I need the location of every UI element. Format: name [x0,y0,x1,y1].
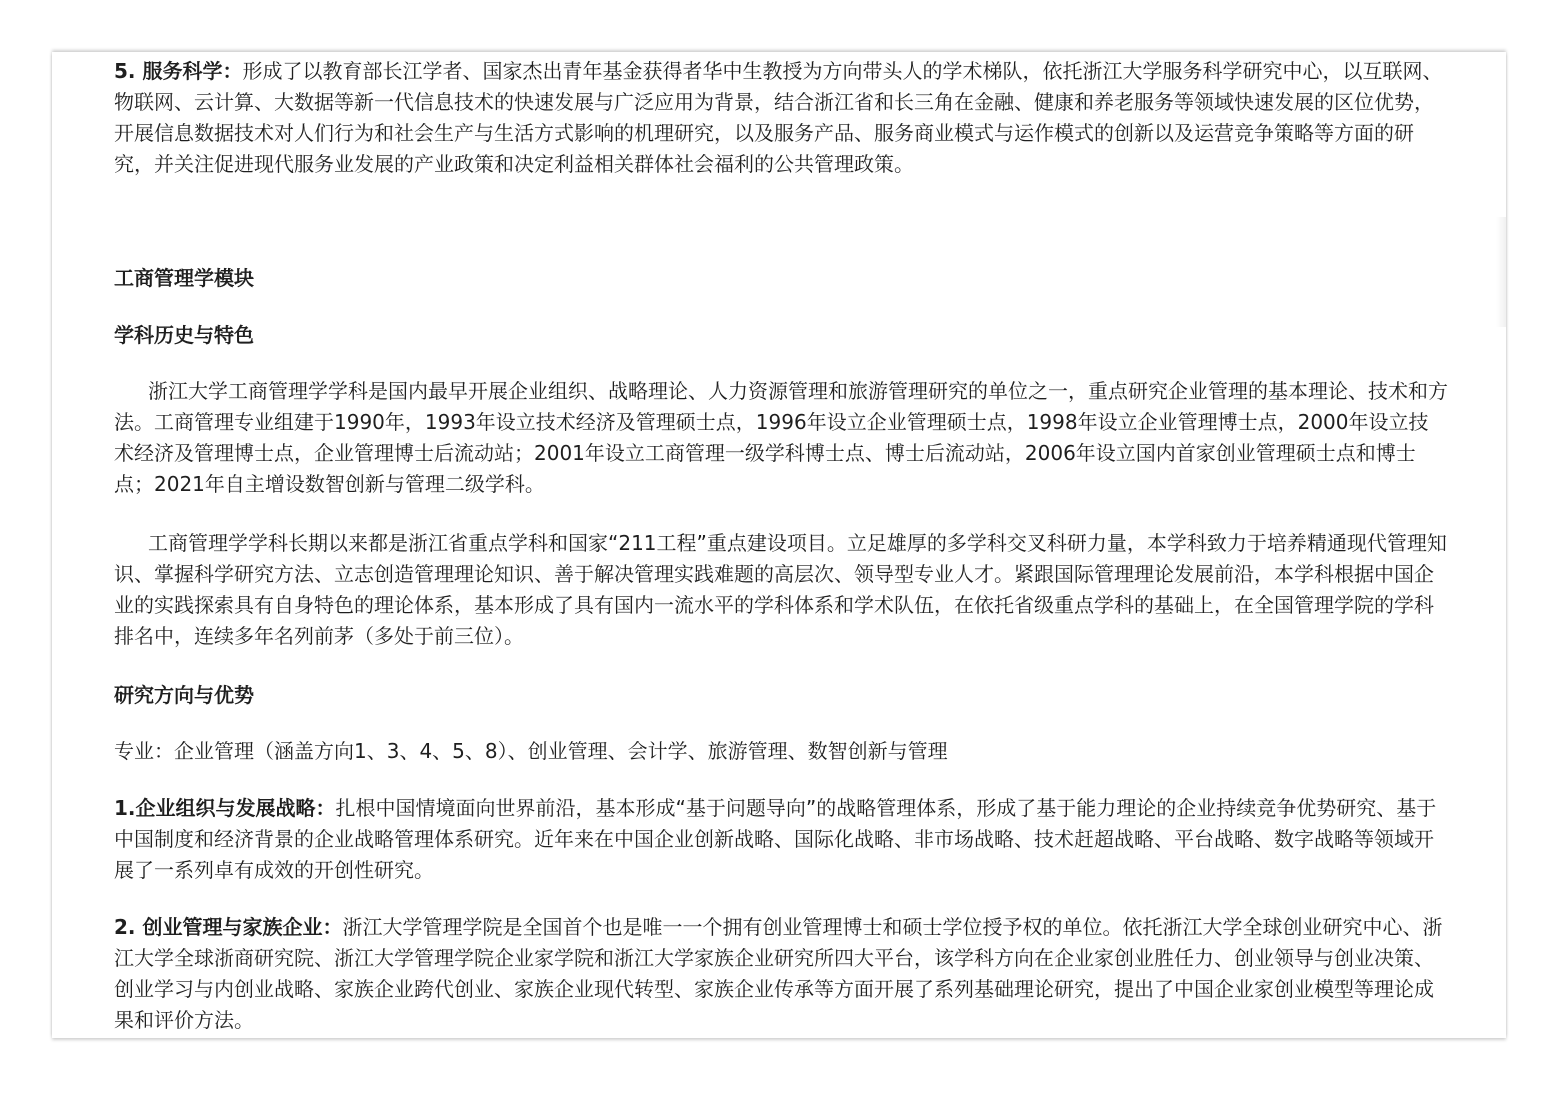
direction-2-text: 浙江大学管理学院是全国首个也是唯一一个拥有创业管理博士和硕士学位授予权的单位。依托浙江大学全球创业研究中心、浙江大学全球浙商研究院、浙江大学管理学院企业家学院和浙江大学家族企业研究所四大平台，该学科方向在企业家创业胜任力、创业领导与创业决策、创业学习与内创业战略、家族企业跨代创业、家族企业现代转型、家族企业传承等方面开展了系列基础理论研究，提出了中国企业家创业模型等理论成果和评价方法。 [114,915,1443,1032]
direction-1-text: 扎根中国情境面向世界前沿，基本形成“基于问题导向”的战略管理体系，形成了基于能力理论的企业持续竞争优势研究、基于中国制度和经济背景的企业战略管理体系研究。近年来在中国企业创新战略、国际化战略、非市场战略、技术赶超战略、平台战略、数字战略等领域开展了一系列卓有成效的开创性研究。 [114,796,1437,882]
direction-1-paragraph [114,793,1448,886]
direction-1-label: 1.企业组织与发展战略： [114,796,336,820]
history-title: 学科历史与特色 [114,323,254,347]
majors-line: 专业：企业管理（涵盖方向1、3、4、5、8）、创业管理、会计学、旅游管理、数智创新与管理 [114,739,948,763]
research-title: 研究方向与优势 [114,683,254,707]
direction-2-label: 2. 创业管理与家族企业： [114,915,343,939]
page-edge-shadow [1496,217,1506,327]
history-paragraph-1: 浙江大学工商管理学学科是国内最早开展企业组织、战略理论、人力资源管理和旅游管理研究的单位之一，重点研究企业管理的基本理论、技术和方法。工商管理专业组建于1990年，1993年设立技术经济及管理硕士点，1996年设立企业管理硕士点，1998年设立企业管理博士点，2000年设立技术经济及管理博士点，企业管理博士后流动站；2001年设立工商管理一级学科博士点、博士后流动站，2006年设立国内首家创业管理硕士点和博士点；2021年自主增设数智创新与管理二级学科。 [114,379,1448,496]
service-science-label: 5. 服务科学： [114,59,243,83]
direction-2-paragraph [114,912,1448,1036]
module-title: 工商管理学模块 [114,266,254,290]
document-page [52,52,1506,1038]
service-science-text: 形成了以教育部长江学者、国家杰出青年基金获得者华中生教授为方向带头人的学术梯队，依托浙江大学服务科学研究中心，以互联网、物联网、云计算、大数据等新一代信息技术的快速发展与广泛应用为背景，结合浙江省和长三角在金融、健康和养老服务等领域快速发展的区位优势，开展信息数据技术对人们行为和社会生产与生活方式影响的机理研究，以及服务产品、服务商业模式与运作模式的创新以及运营竞争策略等方面的研究，并关注促进现代服务业发展的产业政策和决定利益相关群体社会福利的公共管理政策。 [114,59,1443,176]
history-paragraph-2: 工商管理学学科长期以来都是浙江省重点学科和国家“211工程”重点建设项目。立足雄厚的多学科交叉科研力量，本学科致力于培养精通现代管理知识、掌握科学研究方法、立志创造管理理论知识、善于解决管理实践难题的高层次、领导型专业人才。紧跟国际管理理论发展前沿，本学科根据中国企业的实践探索具有自身特色的理论体系，基本形成了具有国内一流水平的学科体系和学术队伍，在依托省级重点学科的基础上，在全国管理学院的学科排名中，连续多年名列前茅（多处于前三位）。 [114,531,1447,648]
service-science-paragraph [114,56,1448,180]
